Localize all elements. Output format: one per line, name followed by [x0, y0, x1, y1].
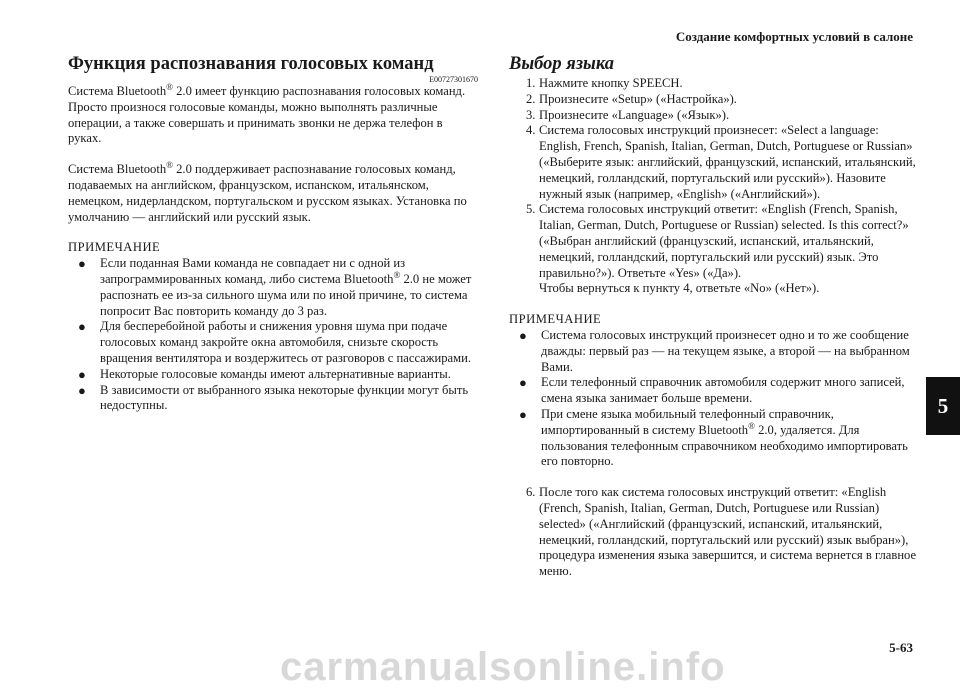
- watermark: carmanualsonline.info: [280, 645, 726, 689]
- right-column: [509, 52, 919, 580]
- list-item: ● Система голосовых инструкций произнесет одно и то же сообщение дважды: первый раз — на текущем языке, а второй — на выбранном Вами.: [519, 327, 910, 374]
- note-heading: ПРИМЕЧАНИЕ: [509, 312, 602, 327]
- list-item: ● При смене языка мобильный телефонный справочник, импортированный в систему Bluetooth® 2.0, удаляется. Для пользования телефонным справочником необходимо импортировать его повторно.: [519, 406, 908, 469]
- note-heading: ПРИМЕЧАНИЕ: [68, 240, 161, 255]
- list-item: ● Если телефонный справочник автомобиля содержит много записей, смена языка занимает больше времени.: [519, 375, 905, 406]
- list-item: 5. Система голосовых инструкций ответит: «English (French, Spanish, Italian, German, Dutch, Portuguese or Russian) selected. Is this correct?» («Выбран английский (французский, испанский, итальянский, немецкий, голландский, португальский или русский) язык. Это правильно?»). Ответьте «Yes» («Да»). Чтобы вернуться к пункту 4, ответьте «No» («Нет»).: [526, 202, 909, 296]
- list-item: ● В зависимости от выбранного языка некоторые функции могут быть недоступны.: [78, 382, 469, 413]
- chapter-tab: 5: [926, 377, 960, 435]
- bullet-icon: ●: [78, 366, 86, 382]
- languages-paragraph: Система Bluetooth® 2.0 поддерживает распознавание голосовых команд, подаваемых на английском, французском, испанском, итальянском, немецком, нидерландском, португальском и русском языках. Установка по умолчанию — английский или русский язык.: [68, 160, 467, 224]
- bullet-icon: ●: [519, 327, 527, 343]
- list-item: 3. Произнесите «Language» («Язык»).: [526, 107, 730, 122]
- section-code: E00727301670: [429, 75, 478, 84]
- note-list: [519, 328, 919, 470]
- list-item: ● Для бесперебойной работы и снижения уровня шума при подаче голосовых команд закройте окна автомобиля, снизьте скорость вращения вентилятора и воздержитесь от разговоров с пассажирами.: [78, 319, 471, 365]
- bullet-icon: ●: [519, 406, 527, 422]
- section-title-language-select: Выбор языка: [509, 54, 615, 74]
- left-column: [68, 52, 478, 414]
- list-item: ● Некоторые голосовые команды имеют альтернативные варианты.: [78, 366, 451, 382]
- list-item: 4. Система голосовых инструкций произнесет: «Select a language: English, French, Spanish, Italian, German, Dutch, Portuguese or Russian» («Выберите язык: английский, французский, испанский, итальянский, немецкий, голландский, португальский или русский»). Назовите нужный язык (например, «English» («Английский»).: [526, 123, 916, 201]
- bullet-icon: ●: [78, 319, 86, 335]
- bullet-icon: ●: [78, 382, 86, 398]
- steps-list-continued: [526, 485, 919, 580]
- list-item: 2. Произнесите «Setup» («Настройка»).: [526, 91, 737, 106]
- list-item: 6. После того как система голосовых инструкций ответит: «English (French, Spanish, Italian, German, Dutch, Portuguese или Russian) selected» («Английский (французский, испанский, итальянский, немецкий, голландский, португальский или русский) язык выбран»), процедура изменения языка завершится, и система вернется в главное меню.: [526, 485, 917, 579]
- return-instruction: Чтобы вернуться к пункту 4, ответьте «No» («Нет»).: [539, 281, 820, 296]
- page-number: 5-63: [889, 640, 913, 655]
- list-item: ● Если поданная Вами команда не совпадает ни с одной из запрограммированных команд, либо система Bluetooth® 2.0 не может распознать ее из-за сильного шума или по иной причине, то система попросит Вас повторить команду до 3 раз.: [78, 256, 472, 318]
- running-header: Создание комфортных условий в салоне: [675, 29, 913, 44]
- intro-paragraph: Система Bluetooth® 2.0 имеет функцию распознавания голосовых команд.: [68, 81, 466, 98]
- note-list: [78, 256, 478, 414]
- section-title-voice-commands: Функция распознавания голосовых команд: [68, 54, 434, 74]
- bullet-icon: ●: [519, 375, 527, 391]
- steps-list: [526, 76, 919, 297]
- bullet-icon: ●: [78, 256, 86, 272]
- usage-paragraph: Просто произнося голосовые команды, можно выполнять различные операции, а также совершать и принимать звонки не держа телефон в руках.: [68, 99, 443, 146]
- list-item: 1. Нажмите кнопку SPEECH.: [526, 76, 683, 90]
